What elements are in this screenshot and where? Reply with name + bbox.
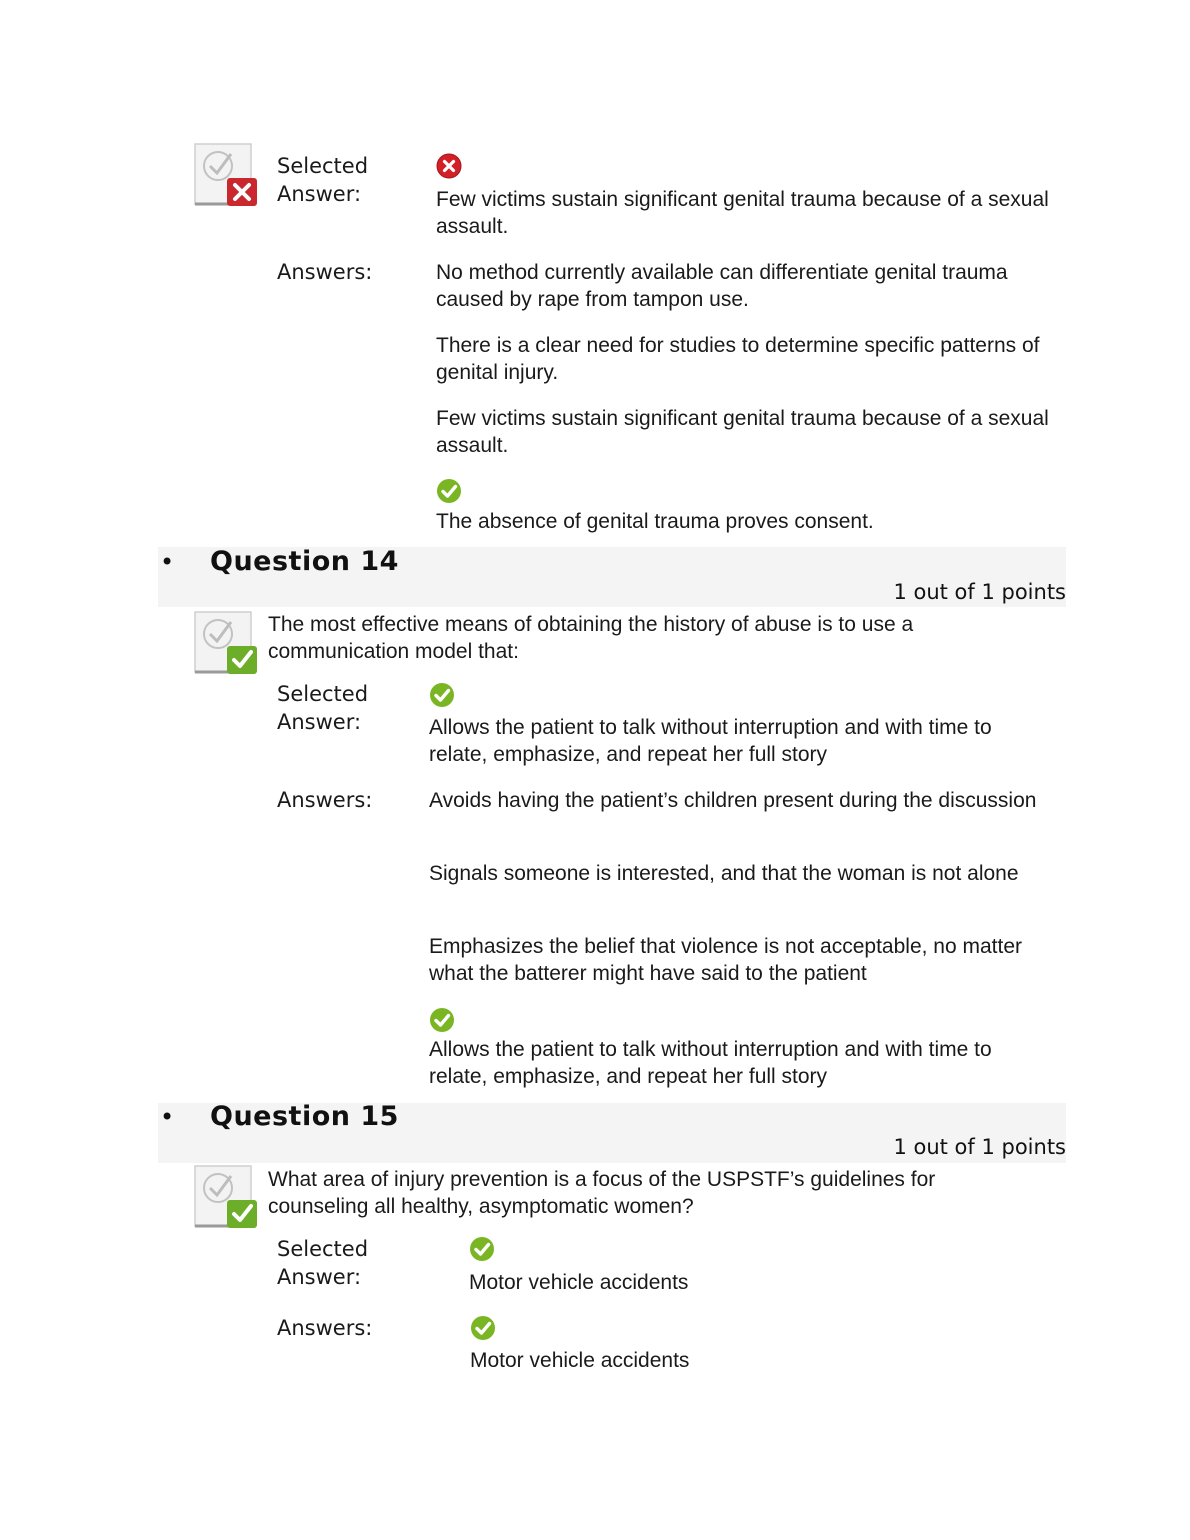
q13-answer-2: There is a clear need for studies to determine specific patterns of genital injury. xyxy=(436,334,1040,384)
q14-answer-1: Avoids having the patient’s children present during the discussion xyxy=(429,789,1037,812)
q13-correct-answer-icon xyxy=(436,478,462,504)
q14-answers-label: Answers: xyxy=(277,788,373,812)
q13-answer-3: Few victims sustain significant genital trauma because of a sexual assault. xyxy=(436,407,1049,457)
q14-bullet: • xyxy=(160,548,175,576)
q15-correct-answer-icon xyxy=(470,1315,496,1341)
q15-selected-correct-icon xyxy=(469,1236,495,1262)
q15-status-icon xyxy=(193,1164,259,1235)
q15-selected-label: Selected Answer: xyxy=(277,1237,369,1289)
q14-selected-correct-icon xyxy=(429,682,455,708)
q14-status-icon xyxy=(193,610,259,681)
q15-points: 1 out of 1 points xyxy=(893,1135,1066,1159)
q15-title: Question 15 xyxy=(210,1101,399,1132)
q14-answer-4: Allows the patient to talk without interruption and with time to relate, emphasize, and repeat her full story xyxy=(429,1038,992,1088)
q13-answers-label: Answers: xyxy=(277,260,373,284)
q14-prompt: The most effective means of obtaining the history of abuse is to use a communication model that: xyxy=(268,613,914,663)
q14-correct-answer-icon xyxy=(429,1007,455,1033)
q14-title: Question 14 xyxy=(210,546,399,577)
q15-answer-1: Motor vehicle accidents xyxy=(470,1349,690,1372)
q14-selected-label: Selected Answer: xyxy=(277,682,369,734)
q14-answer-3: Emphasizes the belief that violence is not acceptable, no matter what the batterer might have said to the patient xyxy=(429,935,1023,985)
q15-prompt: What area of injury prevention is a focus of the USPSTF’s guidelines for counseling all healthy, asymptomatic women? xyxy=(268,1168,936,1218)
q15-selected-answer: Motor vehicle accidents xyxy=(469,1271,689,1294)
q13-selected-label: Selected Answer: xyxy=(277,154,369,206)
q15-answers-label: Answers: xyxy=(277,1316,373,1340)
q13-answer-1: No method currently available can differentiate genital trauma caused by rape from tampon use. xyxy=(436,261,1008,311)
q14-points: 1 out of 1 points xyxy=(893,580,1066,604)
q15-bullet: • xyxy=(160,1103,175,1131)
q13-answer-4: The absence of genital trauma proves consent. xyxy=(436,510,874,533)
q14-selected-answer: Allows the patient to talk without interruption and with time to relate, emphasize, and repeat her full story xyxy=(429,716,992,766)
q13-status-icon xyxy=(193,142,259,213)
q14-answer-2: Signals someone is interested, and that the woman is not alone xyxy=(429,862,1019,885)
q13-selected-incorrect-icon xyxy=(436,153,462,179)
q13-selected-answer: Few victims sustain significant genital trauma because of a sexual assault. xyxy=(436,188,1049,238)
